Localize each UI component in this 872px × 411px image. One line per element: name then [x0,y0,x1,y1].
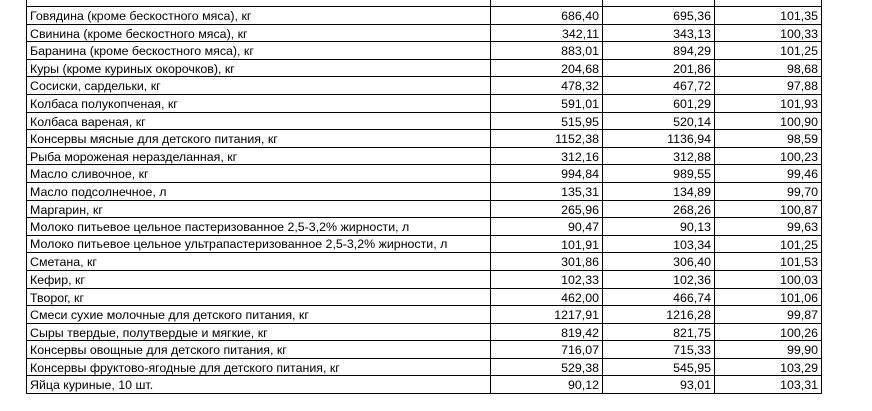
row-name-cell: Куры (кроме куриных окорочков), кг [27,59,491,77]
table-row [27,358,822,376]
table-row [27,94,822,112]
row-value-1-cell: 1217,91 [491,306,603,324]
row-value-3-cell: 100,03 [715,270,822,288]
row-name-cell: Рыба мороженая неразделанная, кг [27,147,491,165]
row-value-1-cell: 204,68 [491,59,603,77]
row-name-cell: Говядина (кроме бескостного мяса), кг [27,7,491,25]
row-name-cell: Баранина (кроме бескостного мяса), кг [27,42,491,60]
row-name-cell: Творог, кг [27,288,491,306]
row-value-3-cell: 103,31 [715,376,822,394]
row-value-1-cell: 102,33 [491,270,603,288]
row-value-3-cell: 101,35 [715,7,822,25]
row-value-2-cell: 989,55 [603,165,715,183]
row-value-1-cell: 90,47 [491,218,603,236]
table-row [27,218,822,236]
table-row [27,24,822,42]
row-value-3-cell: 97,88 [715,77,822,95]
row-value-1-cell: 265,96 [491,200,603,218]
row-value-3-cell: 98,59 [715,130,822,148]
row-value-2-cell: 1136,94 [603,130,715,148]
row-value-2-cell: 102,36 [603,270,715,288]
table-row [27,182,822,200]
table-row [27,235,822,253]
row-value-1-cell: 529,38 [491,358,603,376]
row-value-1-cell: 312,16 [491,147,603,165]
row-name-cell: Масло сливочное, кг [27,165,491,183]
row-value-1-cell: 342,11 [491,24,603,42]
row-value-1-cell: 135,31 [491,182,603,200]
row-value-1-cell: 883,01 [491,42,603,60]
row-value-1-cell: 716,07 [491,341,603,359]
row-name-cell: Маргарин, кг [27,200,491,218]
table-row [27,165,822,183]
table-row [27,77,822,95]
row-value-2-cell: 268,26 [603,200,715,218]
table-row [27,270,822,288]
row-name-cell: Молоко питьевое цельное пастеризованное 2,5-3,2% жирности, л [27,218,491,236]
row-value-3-cell: 100,87 [715,200,822,218]
row-value-3-cell: 98,68 [715,59,822,77]
row-value-3-cell: 99,46 [715,165,822,183]
row-value-2-cell: 93,01 [603,376,715,394]
row-value-3-cell: 103,29 [715,358,822,376]
row-value-1-cell: 462,00 [491,288,603,306]
row-name-cell: Сыры твердые, полутвердые и мягкие, кг [27,323,491,341]
row-value-3-cell: 100,23 [715,147,822,165]
row-value-3-cell: 101,25 [715,235,822,253]
row-value-2-cell: 466,74 [603,288,715,306]
row-value-2-cell: 695,36 [603,7,715,25]
table-row [27,376,822,394]
row-value-1-cell: 301,86 [491,253,603,271]
row-name-cell: Консервы мясные для детского питания, кг [27,130,491,148]
table-row [27,341,822,359]
row-value-2-cell: 306,40 [603,253,715,271]
row-value-3-cell: 100,26 [715,323,822,341]
row-value-1-cell: 686,40 [491,7,603,25]
row-value-2-cell: 312,88 [603,147,715,165]
row-name-cell: Консервы овощные для детского питания, кг [27,341,491,359]
row-value-2-cell: 103,34 [603,235,715,253]
table-row [27,112,822,130]
table-row [27,130,822,148]
row-value-1-cell: 819,42 [491,323,603,341]
row-value-3-cell: 101,25 [715,42,822,60]
row-value-3-cell: 99,87 [715,306,822,324]
row-value-1-cell: 1152,38 [491,130,603,148]
row-value-2-cell: 134,89 [603,182,715,200]
row-name-cell: Смеси сухие молочные для детского питания, кг [27,306,491,324]
row-value-2-cell: 715,33 [603,341,715,359]
table-row [27,147,822,165]
table-row [27,200,822,218]
row-value-2-cell: 467,72 [603,77,715,95]
row-value-2-cell: 894,29 [603,42,715,60]
row-value-2-cell: 545,95 [603,358,715,376]
row-value-1-cell: 90,12 [491,376,603,394]
row-value-3-cell: 101,93 [715,94,822,112]
row-name-cell: Масло подсолнечное, л [27,182,491,200]
row-name-cell: Сосиски, сардельки, кг [27,77,491,95]
row-value-2-cell: 201,86 [603,59,715,77]
table-row [27,288,822,306]
row-value-2-cell: 90,13 [603,218,715,236]
row-name-cell: Консервы фруктово-ягодные для детского питания, кг [27,358,491,376]
price-table [26,0,822,394]
row-value-2-cell: 1216,28 [603,306,715,324]
table-row [27,323,822,341]
row-value-1-cell: 478,32 [491,77,603,95]
table-row [27,42,822,60]
table-row [27,7,822,25]
row-value-1-cell: 994,84 [491,165,603,183]
table-row [27,253,822,271]
row-value-1-cell: 591,01 [491,94,603,112]
row-name-cell: Колбаса вареная, кг [27,112,491,130]
row-name-cell: Свинина (кроме бескостного мяса), кг [27,24,491,42]
row-value-3-cell: 101,06 [715,288,822,306]
row-value-3-cell: 99,70 [715,182,822,200]
row-name-cell: Сметана, кг [27,253,491,271]
row-name-cell: Колбаса полукопченая, кг [27,94,491,112]
row-value-3-cell: 99,90 [715,341,822,359]
row-name-cell: Кефир, кг [27,270,491,288]
row-name-cell: Яйца куриные, 10 шт. [27,376,491,394]
row-value-3-cell: 99,63 [715,218,822,236]
row-value-2-cell: 821,75 [603,323,715,341]
row-name-cell: Молоко питьевое цельное ультрапастеризованное 2,5-3,2% жирности, л [27,235,491,253]
row-value-2-cell: 601,29 [603,94,715,112]
table-row [27,59,822,77]
row-value-3-cell: 100,90 [715,112,822,130]
row-value-1-cell: 515,95 [491,112,603,130]
row-value-3-cell: 101,53 [715,253,822,271]
row-value-2-cell: 343,13 [603,24,715,42]
table-row [27,306,822,324]
row-value-2-cell: 520,14 [603,112,715,130]
row-value-3-cell: 100,33 [715,24,822,42]
row-value-1-cell: 101,91 [491,235,603,253]
